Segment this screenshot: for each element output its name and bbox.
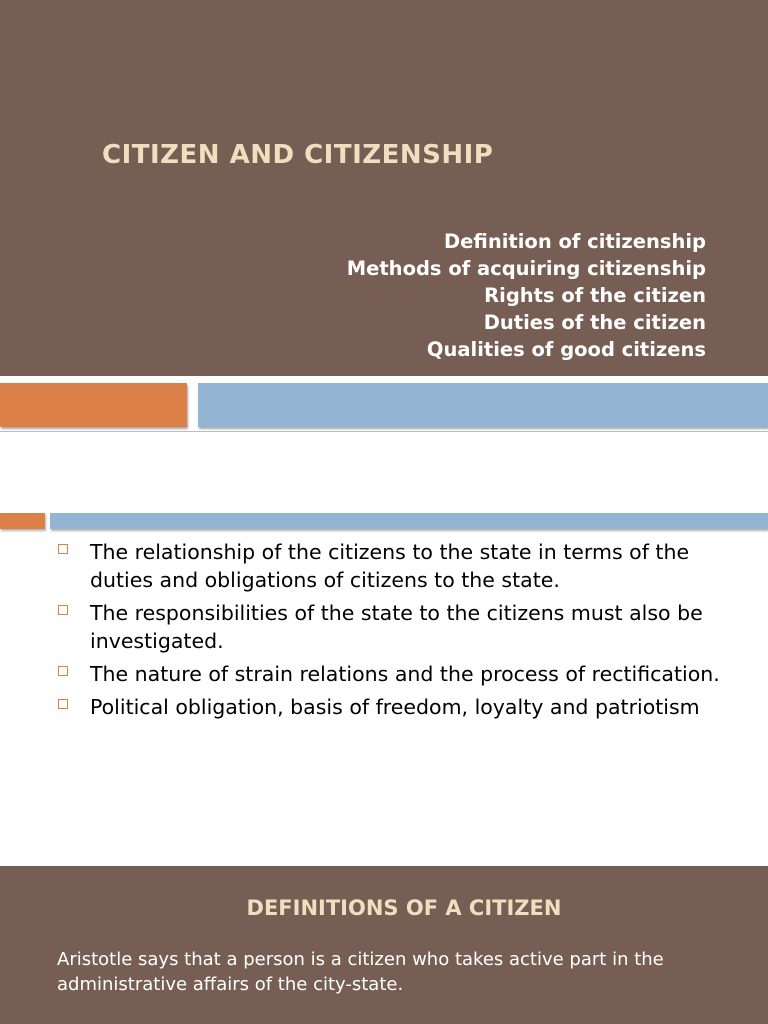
subtitle-line: Rights of the citizen bbox=[484, 284, 706, 307]
bullet-item bbox=[58, 660, 738, 688]
bullet-item bbox=[58, 693, 738, 721]
subtitle-line: Methods of acquiring citizenship bbox=[346, 257, 706, 280]
bullet-item bbox=[58, 599, 738, 655]
bullet-text: Political obligation, basis of freedom, loyalty and patriotism bbox=[90, 695, 700, 719]
definition-text: Aristotle says that a person is a citizen who takes active part in the administrative affairs of the city-state. bbox=[57, 949, 664, 995]
accent-band-blue bbox=[198, 383, 768, 427]
bullet-text: The relationship of the citizens to the state in terms of the duties and obligations of citizens to the state. bbox=[90, 540, 690, 592]
subtitle-line: Definition of citizenship bbox=[443, 230, 706, 253]
square-bullet-icon bbox=[58, 605, 68, 615]
accent-band-orange bbox=[0, 383, 187, 427]
slide-title: CITIZEN AND CITIZENSHIP bbox=[102, 140, 494, 170]
section-heading: DEFINITIONS OF A CITIZEN bbox=[246, 896, 562, 920]
bullet-text: The nature of strain relations and the process of rectification. bbox=[90, 662, 720, 686]
bullet-text: The responsibilities of the state to the citizens must also be investigated. bbox=[90, 601, 703, 653]
square-bullet-icon bbox=[58, 544, 68, 554]
bullet-list bbox=[58, 538, 738, 726]
square-bullet-icon bbox=[58, 666, 68, 676]
bullet-item bbox=[58, 538, 738, 594]
accent-band-blue-small bbox=[50, 513, 768, 529]
accent-band-orange-small bbox=[0, 513, 45, 529]
title-slide-header bbox=[0, 0, 768, 376]
subtitle-line: Duties of the citizen bbox=[483, 311, 706, 334]
slide-subtitle-list bbox=[347, 228, 706, 363]
subtitle-line: Qualities of good citizens bbox=[426, 338, 706, 361]
definitions-slide bbox=[0, 866, 768, 1024]
slide-divider bbox=[0, 431, 768, 432]
square-bullet-icon bbox=[58, 699, 68, 709]
